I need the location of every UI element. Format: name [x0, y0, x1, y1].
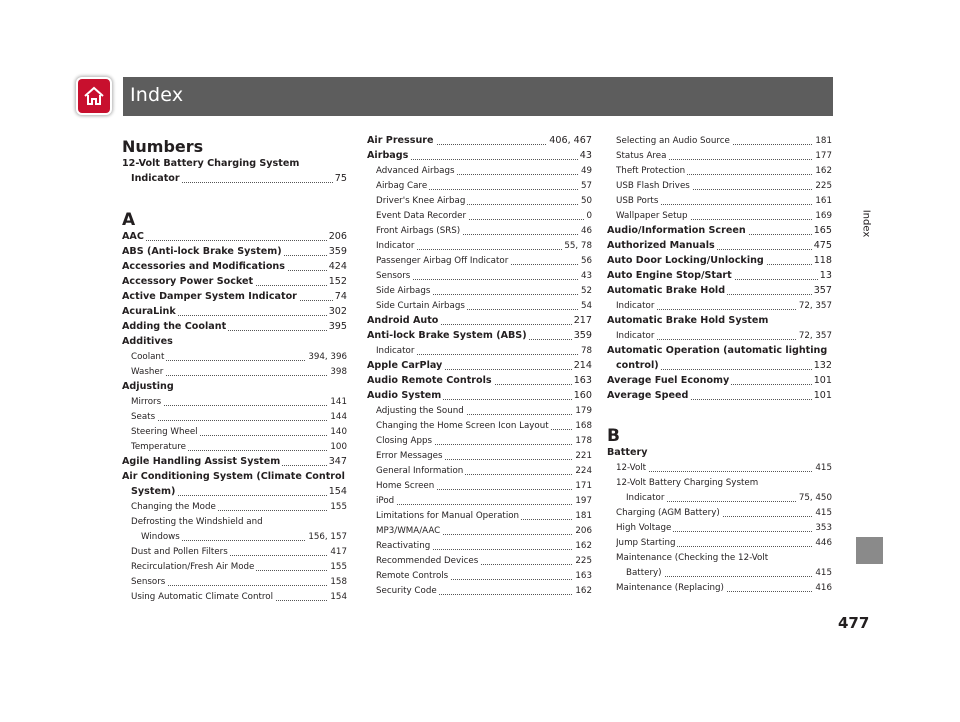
page-reference[interactable]: 144 [330, 412, 347, 422]
entry-text: Sensors [131, 577, 166, 587]
page-reference[interactable]: 163 [573, 375, 592, 386]
page-reference[interactable]: 160 [573, 390, 592, 401]
page-reference[interactable]: 353 [815, 523, 832, 533]
index-subentry[interactable] [616, 179, 832, 193]
entry-text: USB Ports [616, 196, 659, 206]
index-subentry[interactable] [376, 344, 592, 358]
index-subentry[interactable] [376, 404, 592, 418]
page-reference[interactable]: 206 [575, 526, 592, 536]
index-entry[interactable] [131, 485, 347, 499]
entry-text: Changing the Mode [131, 502, 216, 512]
index-entry[interactable] [607, 254, 832, 268]
index-entry[interactable] [616, 359, 832, 373]
page-reference[interactable]: 43 [580, 271, 592, 281]
page-reference[interactable]: 163 [575, 571, 592, 581]
index-subentry[interactable] [376, 164, 592, 178]
page-reference[interactable]: 158 [330, 577, 347, 587]
index-entry [607, 314, 832, 328]
index-entry[interactable] [122, 455, 347, 469]
side-tab-index[interactable] [853, 196, 879, 256]
index-subentry[interactable] [616, 329, 832, 343]
entry-text: Auto Door Locking/Unlocking [607, 255, 764, 266]
page-reference[interactable]: 217 [573, 315, 592, 326]
page-reference[interactable]: 55, 78 [564, 241, 592, 251]
index-entry [122, 335, 347, 349]
index-subentry[interactable] [376, 524, 592, 538]
entry-text: Seats [131, 412, 156, 422]
entry-text: AAC [122, 231, 144, 242]
entry-text: Maintenance (Replacing) [616, 583, 724, 593]
index-entry[interactable] [122, 305, 347, 319]
index-subentry [616, 476, 832, 490]
entry-text: Selecting an Audio Source [616, 136, 730, 146]
index-subentry[interactable] [616, 536, 832, 550]
index-entry[interactable] [367, 329, 592, 343]
page-reference[interactable]: 50 [580, 196, 592, 206]
index-subentry [616, 551, 832, 565]
page-reference[interactable]: 395 [328, 321, 347, 332]
entry-text: Front Airbags (SRS) [376, 226, 461, 236]
entry-text: Adjusting the Sound [376, 406, 464, 416]
index-entry[interactable] [607, 239, 832, 253]
entry-text: Battery [607, 447, 648, 458]
index-subentry[interactable] [131, 350, 347, 364]
index-subentry[interactable] [131, 440, 347, 454]
entry-text: Defrosting the Windshield and [131, 517, 263, 527]
page-reference[interactable]: 394, 396 [308, 352, 347, 362]
page-reference[interactable]: 156, 157 [308, 532, 347, 542]
page-reference[interactable]: 75 [334, 173, 347, 184]
index-subentry[interactable] [131, 410, 347, 424]
entry-text: Recommended Devices [376, 556, 479, 566]
index-subentry[interactable] [376, 179, 592, 193]
page-reference[interactable]: 357 [813, 285, 832, 296]
index-subentry[interactable] [376, 464, 592, 478]
page-reference[interactable]: 415 [815, 508, 832, 518]
index-subentry[interactable] [376, 479, 592, 493]
index-subentry[interactable] [626, 491, 832, 505]
entry-text: Average Fuel Economy [607, 375, 730, 386]
index-subentry[interactable] [376, 194, 592, 208]
index-subentry[interactable] [376, 224, 592, 238]
page-reference[interactable]: 155 [330, 502, 347, 512]
index-subentry[interactable] [376, 554, 592, 568]
index-entry[interactable] [122, 260, 347, 274]
entry-text: ABS (Anti-lock Brake System) [122, 246, 282, 257]
index-entry[interactable] [367, 149, 592, 163]
index-entry[interactable] [122, 290, 347, 304]
index-subentry[interactable] [616, 149, 832, 163]
index-entry[interactable] [367, 314, 592, 328]
entry-text: Accessory Power Socket [122, 276, 254, 287]
page-reference[interactable]: 46 [580, 226, 592, 236]
page-reference[interactable]: 197 [575, 496, 592, 506]
index-subentry[interactable] [616, 209, 832, 223]
entry-text: Average Speed [607, 390, 689, 401]
entry-text: Indicator [616, 331, 655, 341]
index-subentry[interactable] [131, 545, 347, 559]
page-reference[interactable]: 214 [573, 360, 592, 371]
index-subentry[interactable] [376, 284, 592, 298]
section-heading: Numbers [122, 137, 204, 156]
page-reference[interactable]: 72, 357 [798, 331, 832, 341]
entry-text: Side Airbags [376, 286, 431, 296]
entry-text: Auto Engine Stop/Start [607, 270, 732, 281]
page-reference[interactable]: 72, 357 [798, 301, 832, 311]
page-reference[interactable]: 416 [815, 583, 832, 593]
index-subentry[interactable] [131, 590, 347, 604]
entry-text: Wallpaper Setup [616, 211, 688, 221]
index-entry[interactable] [131, 172, 347, 186]
index-entry[interactable] [367, 359, 592, 373]
index-subentry [131, 515, 347, 529]
entry-text: Automatic Operation (automatic lighting [607, 345, 828, 356]
page-reference[interactable]: 49 [580, 166, 592, 176]
index-entry[interactable] [607, 389, 832, 403]
index-entry[interactable] [607, 374, 832, 388]
index-subentry[interactable] [376, 254, 592, 268]
entry-text: Sensors [376, 271, 411, 281]
entry-text: Using Automatic Climate Control [131, 592, 273, 602]
entry-text: Indicator [626, 493, 665, 503]
page-reference[interactable]: 225 [815, 181, 832, 191]
page-reference[interactable]: 221 [575, 451, 592, 461]
entry-text: Automatic Brake Hold [607, 285, 726, 296]
entry-text: Dust and Pollen Filters [131, 547, 228, 557]
page-reference[interactable]: 398 [330, 367, 347, 377]
page-reference[interactable]: 415 [815, 568, 832, 578]
index-subentry[interactable] [626, 566, 832, 580]
entry-text: USB Flash Drives [616, 181, 690, 191]
page-reference[interactable]: 168 [575, 421, 592, 431]
page-reference[interactable]: 155 [330, 562, 347, 572]
page-reference[interactable]: 56 [580, 256, 592, 266]
page-reference[interactable]: 179 [575, 406, 592, 416]
entry-text: Recirculation/Fresh Air Mode [131, 562, 255, 572]
page-reference[interactable]: 181 [815, 136, 832, 146]
entry-text: Coolant [131, 352, 165, 362]
index-subentry[interactable] [616, 506, 832, 520]
entry-text: Status Area [616, 151, 667, 161]
section-heading: B [607, 426, 620, 446]
entry-text: Driver's Knee Airbag [376, 196, 466, 206]
entry-text: Windows [141, 532, 180, 542]
page-reference[interactable]: 415 [815, 463, 832, 473]
page-reference[interactable]: 171 [575, 481, 592, 491]
entry-text: Security Code [376, 586, 437, 596]
index-subentry[interactable] [616, 194, 832, 208]
entry-text: Side Curtain Airbags [376, 301, 465, 311]
header-band [123, 77, 833, 116]
entry-text: General Information [376, 466, 464, 476]
entry-text: Additives [122, 336, 173, 347]
index-entry[interactable] [122, 320, 347, 334]
page-reference[interactable]: 177 [815, 151, 832, 161]
index-entry [122, 470, 347, 484]
page-reference[interactable]: 100 [330, 442, 347, 452]
home-button[interactable] [78, 79, 110, 113]
entry-text: iPod [376, 496, 395, 506]
entry-text: Automatic Brake Hold System [607, 315, 769, 326]
page-reference[interactable]: 52 [580, 286, 592, 296]
entry-text: Home Screen [376, 481, 435, 491]
entry-text: Audio/Information Screen [607, 225, 746, 236]
page-reference[interactable]: 13 [819, 270, 832, 281]
page-title: Index [130, 84, 184, 106]
entry-text: Limitations for Manual Operation [376, 511, 520, 521]
index-subentry[interactable] [131, 560, 347, 574]
page-reference[interactable]: 118 [813, 255, 832, 266]
entry-text: Jump Starting [616, 538, 676, 548]
entry-text: Anti-lock Brake System (ABS) [367, 330, 527, 341]
index-entry[interactable] [607, 284, 832, 298]
page-reference[interactable]: 162 [575, 541, 592, 551]
entry-text: Air Conditioning System (Climate Control [122, 471, 345, 482]
index-entry[interactable] [367, 134, 592, 148]
entry-text: Android Auto [367, 315, 439, 326]
index-subentry[interactable] [131, 575, 347, 589]
index-entry [122, 157, 347, 171]
index-entry[interactable] [367, 389, 592, 403]
entry-text: Advanced Airbags [376, 166, 455, 176]
page-reference[interactable]: 347 [328, 456, 347, 467]
entry-text: Indicator [376, 346, 415, 356]
index-subentry[interactable] [376, 419, 592, 433]
entry-text: AcuraLink [122, 306, 176, 317]
page-reference[interactable]: 162 [575, 586, 592, 596]
entry-text: Event Data Recorder [376, 211, 467, 221]
index-subentry[interactable] [616, 164, 832, 178]
page-reference[interactable]: 224 [575, 466, 592, 476]
index-entry[interactable] [122, 245, 347, 259]
page-reference[interactable]: 57 [580, 181, 592, 191]
page-reference[interactable]: 178 [575, 436, 592, 446]
page-reference[interactable]: 359 [328, 246, 347, 257]
entry-text: Reactivating [376, 541, 431, 551]
page-reference[interactable]: 424 [328, 261, 347, 272]
entry-text: Mirrors [131, 397, 162, 407]
entry-text: High Voltage [616, 523, 672, 533]
index-entry[interactable] [607, 224, 832, 238]
entry-text: 12-Volt Battery Charging System [122, 158, 300, 169]
entry-text: System) [131, 486, 176, 497]
home-icon [82, 84, 106, 108]
page-reference[interactable]: 359 [573, 330, 592, 341]
entry-text: Audio System [367, 390, 442, 401]
entry-text: Steering Wheel [131, 427, 198, 437]
entry-text: Error Messages [376, 451, 443, 461]
entry-text: Agile Handling Assist System [122, 456, 281, 467]
page-reference[interactable]: 140 [330, 427, 347, 437]
index-subentry[interactable] [131, 425, 347, 439]
index-subentry[interactable] [376, 494, 592, 508]
entry-text: Airbags [367, 150, 409, 161]
page-reference[interactable]: 152 [328, 276, 347, 287]
entry-text: Remote Controls [376, 571, 449, 581]
page-reference[interactable]: 78 [580, 346, 592, 356]
entry-text: Audio Remote Controls [367, 375, 492, 386]
index-subentry[interactable] [141, 530, 347, 544]
index-subentry[interactable] [131, 365, 347, 379]
entry-text: Accessories and Modifications [122, 261, 285, 272]
entry-text: 12-Volt [616, 463, 647, 473]
page-reference[interactable]: 206 [328, 231, 347, 242]
page-number: 477 [838, 614, 870, 632]
page-reference[interactable]: 162 [815, 166, 832, 176]
index-subentry[interactable] [376, 539, 592, 553]
index-subentry[interactable] [616, 521, 832, 535]
page-reference[interactable]: 406, 467 [549, 135, 592, 146]
section-heading: A [122, 210, 136, 230]
entry-text: control) [616, 360, 659, 371]
page-reference[interactable]: 417 [330, 547, 347, 557]
entry-text: Air Pressure [367, 135, 434, 146]
page-reference[interactable]: 181 [575, 511, 592, 521]
entry-text: Authorized Manuals [607, 240, 715, 251]
page-reference[interactable]: 446 [815, 538, 832, 548]
page-reference[interactable]: 475 [813, 240, 832, 251]
entry-text: Theft Protection [616, 166, 686, 176]
page-reference[interactable]: 54 [580, 301, 592, 311]
entry-text: 12-Volt Battery Charging System [616, 478, 759, 488]
index-subentry[interactable] [376, 449, 592, 463]
side-tab-marker [856, 537, 883, 564]
index-subentry[interactable] [376, 209, 592, 223]
page-reference[interactable]: 169 [815, 211, 832, 221]
index-entry[interactable] [367, 374, 592, 388]
index-subentry[interactable] [376, 269, 592, 283]
index-subentry[interactable] [616, 461, 832, 475]
index-entry[interactable] [607, 269, 832, 283]
page-reference[interactable]: 154 [328, 486, 347, 497]
index-subentry[interactable] [376, 434, 592, 448]
page-reference[interactable]: 161 [815, 196, 832, 206]
index-subentry[interactable] [376, 584, 592, 598]
entry-text: Adding the Coolant [122, 321, 227, 332]
index-subentry[interactable] [376, 569, 592, 583]
entry-text: Washer [131, 367, 164, 377]
entry-text: Active Damper System Indicator [122, 291, 297, 302]
entry-text: Maintenance (Checking the 12-Volt [616, 553, 769, 563]
index-subentry[interactable] [616, 299, 832, 313]
page-reference[interactable]: 74 [334, 291, 347, 302]
page-reference[interactable]: 141 [330, 397, 347, 407]
page-reference[interactable]: 43 [579, 150, 592, 161]
page-reference[interactable]: 132 [813, 360, 832, 371]
page-reference[interactable]: 225 [575, 556, 592, 566]
page-reference[interactable]: 302 [328, 306, 347, 317]
entry-text: Indicator [376, 241, 415, 251]
page-reference[interactable]: 101 [813, 375, 832, 386]
page-reference[interactable]: 101 [813, 390, 832, 401]
index-entry[interactable] [122, 275, 347, 289]
index-subentry[interactable] [376, 239, 592, 253]
entry-text: MP3/WMA/AAC [376, 526, 441, 536]
index-subentry[interactable] [131, 395, 347, 409]
entry-text: Apple CarPlay [367, 360, 443, 371]
index-subentry[interactable] [131, 500, 347, 514]
index-entry [122, 380, 347, 394]
index-subentry[interactable] [616, 134, 832, 148]
entry-text: Closing Apps [376, 436, 433, 446]
index-entry [607, 344, 832, 358]
entry-text: Charging (AGM Battery) [616, 508, 720, 518]
page-reference[interactable]: 154 [330, 592, 347, 602]
entry-text: Indicator [131, 173, 180, 184]
entry-text: Adjusting [122, 381, 174, 392]
index-entry[interactable] [122, 230, 347, 244]
index-subentry[interactable] [376, 509, 592, 523]
index-subentry[interactable] [376, 299, 592, 313]
entry-text: Airbag Care [376, 181, 428, 191]
entry-text: Battery) [626, 568, 662, 578]
side-tab-label: Index [860, 209, 872, 238]
entry-text: Changing the Home Screen Icon Layout [376, 421, 549, 431]
index-entry [607, 446, 832, 460]
entry-text: Indicator [616, 301, 655, 311]
page-reference[interactable]: 165 [813, 225, 832, 236]
index-subentry[interactable] [616, 581, 832, 595]
entry-text: Temperature [131, 442, 187, 452]
page-reference[interactable]: 0 [586, 211, 592, 221]
entry-text: Passenger Airbag Off Indicator [376, 256, 509, 266]
page-reference[interactable]: 75, 450 [798, 493, 832, 503]
